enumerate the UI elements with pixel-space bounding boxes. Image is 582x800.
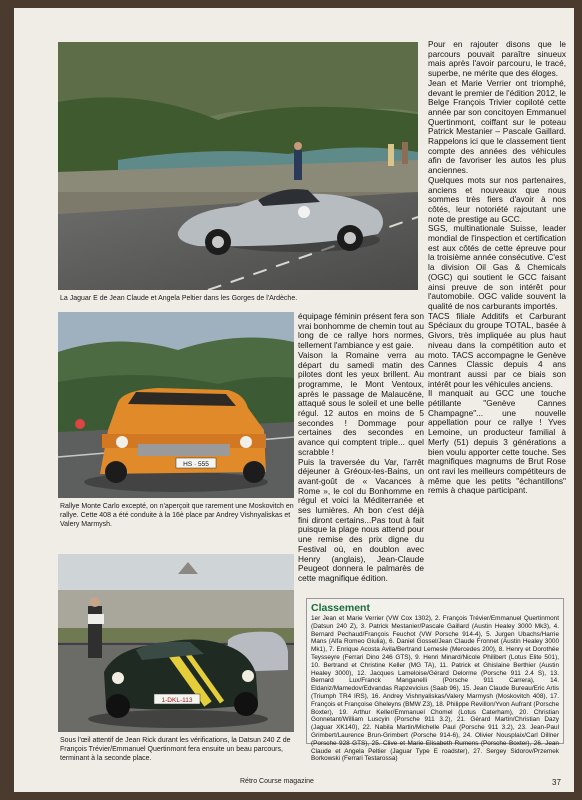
article-paragraph: TACS filiale Additifs et Carburant Spéciaux du groupe TOTAL, basée à Givors, très impliquée au plus haut niveau dans la compétition auto et moto. TACS accompagne le Genève Cannes Classic depuis 4 ans montrant aussi par ce biais son intérêt pour les véhicules anciens. — [428, 310, 566, 389]
article-paragraph: Puis la traversée du Var, l'arrêt déjeuner à Gréoux-les-Bains, un avant-goût de « Vacances à Rome », le col du Bonhomme en régul et voici la Méditerranée et ses lumières. Ah bon c'est déjà fini diront certains...Pas tout à fait puisque la plage nous attend pour une remise des prix digne du Festival où, en doublon avec Henry (anglais), Jean-Claude Peugeot donnera le palmarès de cette magnifique édition. — [298, 456, 424, 583]
datsun-plate: 1-DKL-113 — [161, 697, 193, 704]
article-paragraph: équipage féminin présent fera son vrai bonhomme de chemin tout au long de ce rallye hors normes, tellement l'ambiance y est gaie. — [298, 311, 424, 351]
article-paragraph: Pour en rajouter disons que le parcours pouvait paraître sinueux mais après l'avoir parcouru, le tracé, superbe, ne mérite que des éloges. — [428, 39, 566, 79]
article-paragraph: Quelques mots sur nos partenaires, anciens et nouveaux que nous sommes très fiers d'avoir à nos côtés, leur notoriété rajoutant une note de prestige au GCC. — [428, 174, 566, 224]
classement-title: Classement — [311, 602, 370, 614]
article-paragraph: Vaison la Romaine verra au départ du samedi matin des pilotes dont les yeux brillent. Au programme, le Mont Ventoux, après le passage de Malaucène, attaqué sous le soleil et une belle régul. 12 autos en moins de 5 secondes ! Dommage pour certaines des secondes en avance qui comptent triple... quel scrabble ! — [298, 349, 424, 457]
photo-moskovitch — [58, 312, 294, 498]
page-number: 37 — [552, 778, 561, 787]
photo-datsun — [58, 554, 294, 732]
article-paragraph: Il manquait au GCC une touche pétillante "Genève Cannes Champagne"... une nouvelle appellation pour ce rallye ! Yves Lemoine, un producteur familial à Merfy (51) depuis 3 générations a bien voulu apporter cette touche. Ses magnifiques magnums de Brut Rose ont ravi les meilleurs compétiteurs de même que les petits "échantillons" remis à chaque participant. — [428, 388, 566, 496]
caption-jaguar: La Jaguar E de Jean Claude et Angela Peltier dans les Gorges de l'Ardèche. — [60, 295, 298, 302]
moskovitch-plate: HS · 555 — [183, 461, 209, 468]
article-right-column — [428, 40, 566, 496]
article-paragraph: Jean et Marie Verrier ont triomphé, devant le premier de l'édition 2012, le Belge François Trivier copiloté cette année par son concitoyen Emmanuel Quertinmont, coiffant sur le poteau Patrick Mestanier – Pascale Gaillard. Rappelons ici que le classement tient compte des années des véhicules afin de favoriser les autos les plus anciennes. — [428, 77, 566, 176]
footer-magazine-name: Rétro Course magazine — [240, 778, 314, 785]
magazine-page — [14, 8, 574, 792]
photo-jaguar — [58, 42, 418, 290]
caption-moskovitch: Rallye Monte Carlo excepté, on n'aperçoit que rarement une Moskovitch en rallye. Cette 408 a été conduite à la 16è place par Andrey Vishnyaliskas et Valery Marmysh. — [60, 503, 294, 529]
classement-list: 1er Jean et Marie Verrier (VW Cox 1302), 2. François Trévier/Emmanuel Quertinmont (Datsun 240 Z), 3. Patrick Mestanier/Pascale Gaillard (Austin Healey 3000 Mk3), 4. Bernard Pechaud/François Feuchot (VW Porsche 914-4), 5. Jurgen Ubachs/Harrie Mans (Alfa Romeo Giulia), 6. Daniel Gossel/Jean Claude Fronnet (Austin Healey 3000 Mk1), 7. Enrique Acosta Avila/Bertrand Lemesle (Mercedes 200), 8. Henry et Dorothée Teysseyre (Ferrari Dino 246 GTS), 9. Henri Minard/Nicole Philibert (Lotus Elite 501), 10. Bertrand et Christine Keller (MG TA), 11. Patrick et Ghislaine Berthier (Austin Healey 3000), 12. Jacques Lameloise/Gérard Delorme (Porsche 911 2.4 S), 13. Bernard Lux/Franck Manganelli (Porsche 911 Carrera), 14. Eldaniz/Mamedov/Edvandas Rapzevicius (Saab 96), 15. Jean Claude Bureau/Eric Artis (Triumph TR4 IRS), 16. Andrey Vishnyaliskas/Valery Marmysh (Moskovitch 408), 17. François et Françoise Gheleyns (BMW Z3), 18. Philippe Revillon/Yvon Aufrant (Porsche Boxter), 19. Arthur Keller/Emmanuel Chomel (Lotus Caterham), 20. Christian Gonnetant/William Luscyin (Porsche 911 3.2), 21. Gérard Martin/Christian Dazy (Jaguar XK140), 22. Nabila Martin/Michelle Paul (Porsche 911 3.2), 23. Jean-Paul Grimbert/Laurence Brun-Grimbert (Porsche 914-6), 24. Olivier Nousplaix/Carl Dillner (Porsche 928 GTS), 25. Clive et Marie Elisabeth Rumens (Porsche Boxter), 26. Jean Claude et Angela Peltier (Jaguar Type E roadster), 27. Sergey Sidorov/Przemek Borkowski (Ferrari Testarossa) — [311, 615, 559, 763]
caption-datsun: Sous l'œil attentif de Jean Rick durant les vérifications, la Datsun 240 Z de François Trévier/Emmanuel Quertinmont fera ensuite un beau parcours, terminant à la seconde place. — [60, 737, 291, 763]
article-paragraph: SGS, multinationale Suisse, leader mondial de l'inspection et certification est aux côtés de cette épreuve pour la troisième année consécutive. C'est la division Oil Gas & Chemicals (OGC) qui soutient le GCC faisant ainsi preuve de son intérêt pour l'automobile. OGC valide souvent la qualité de nos carburants importés. — [428, 223, 566, 311]
article-middle-column — [298, 312, 424, 584]
classement-box — [306, 598, 564, 763]
